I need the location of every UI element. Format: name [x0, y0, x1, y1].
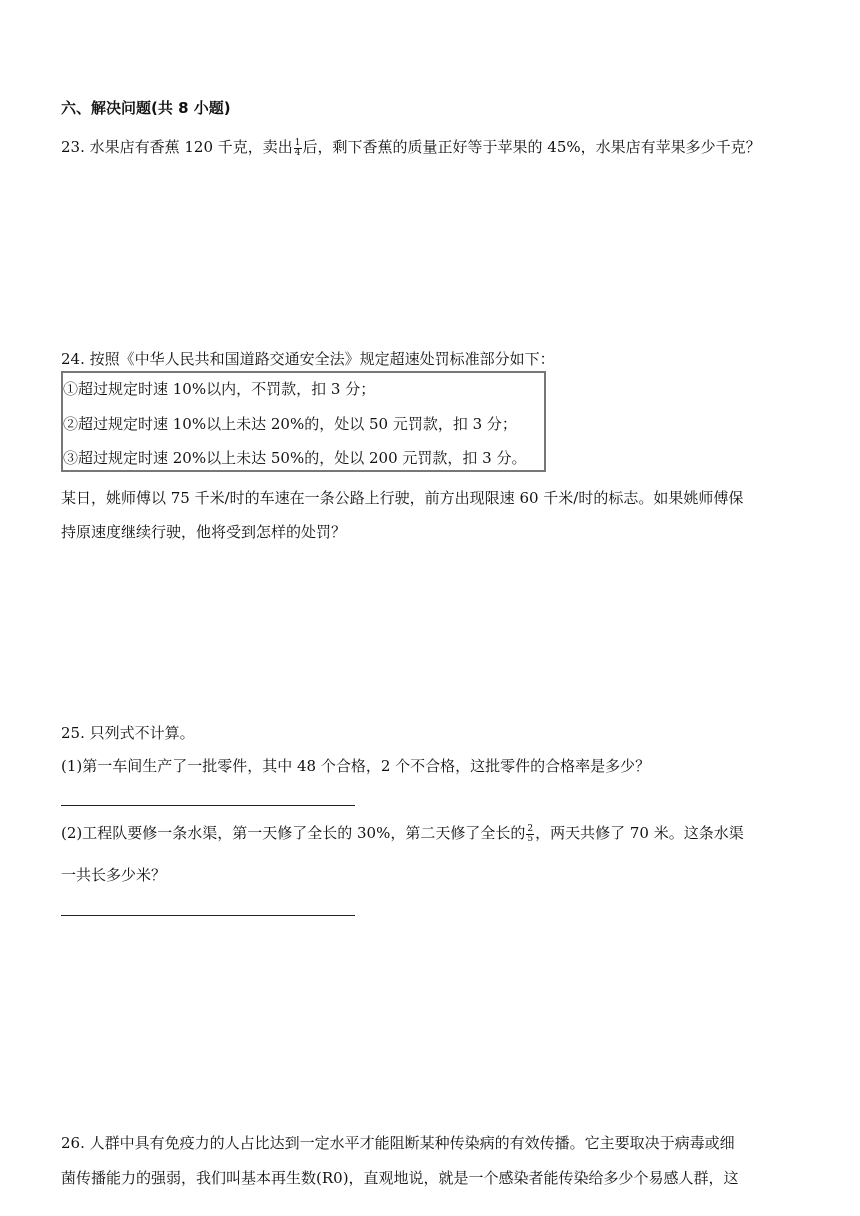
q25-sub2-text-part2: ，两天共修了 70 米。这条水渠: [535, 824, 744, 842]
q25-sub2-text-part1: (2)工程队要修一条水渠，第一天修了全长的 30%，第二天修了全长的: [61, 824, 526, 842]
penalty-rule-3: ③超过规定时速 20%以上未达 50%的，处以 200 元罚款，扣 3 分。: [63, 449, 527, 467]
penalty-rules-box: [61, 371, 546, 472]
section-title: 六、解决问题(共 8 小题): [61, 99, 231, 117]
question-23: [61, 137, 761, 158]
q25-sub2-frac-numerator: 2: [527, 823, 534, 834]
q25-subquestion-2-line-1: [61, 823, 744, 844]
q23-fraction: [294, 139, 302, 158]
q25-answer-line-2: [61, 915, 355, 916]
q25-subquestion-2-line-2: 一共长多少米？: [61, 866, 167, 884]
q26-line-1: 26. 人群中具有免疫力的人占比达到一定水平才能阻断某种传染病的有效传播。它主要取决于病毒或细: [61, 1134, 735, 1152]
q23-text-part1: 23. 水果店有香蕉 120 千克，卖出: [61, 138, 293, 156]
q23-text-part2: 后，剩下香蕉的质量正好等于苹果的 45%，水果店有苹果多少千克？: [302, 138, 761, 156]
q23-frac-numerator: 1: [294, 137, 301, 148]
q23-frac-denominator: 4: [294, 147, 301, 158]
q25-sub2-fraction: [526, 825, 534, 844]
q24-intro: 24. 按照《中华人民共和国道路交通安全法》规定超速处罚标准部分如下：: [61, 350, 555, 368]
q24-body-line-1: 某日，姚师傅以 75 千米/时的车速在一条公路上行驶，前方出现限速 60 千米/时的标志。如果姚师傅保: [61, 489, 744, 507]
q26-line-2: 菌传播能力的强弱，我们叫基本再生数(R0)，直观地说，就是一个感染者能传染给多少个易感人群，这: [61, 1169, 739, 1187]
q24-body-line-2: 持原速度继续行驶，他将受到怎样的处罚？: [61, 523, 347, 541]
q25-sub2-frac-denominator: 5: [527, 833, 534, 844]
q25-subquestion-1: (1)第一车间生产了一批零件，其中 48 个合格，2 个不合格，这批零件的合格率是多少？: [61, 757, 651, 775]
q25-answer-line-1: [61, 805, 355, 806]
q25-title: 25. 只列式不计算。: [61, 724, 195, 742]
penalty-rule-1: ①超过规定时速 10%以内，不罚款，扣 3 分；: [63, 380, 376, 398]
penalty-rule-2: ②超过规定时速 10%以上未达 20%的，处以 50 元罚款，扣 3 分；: [63, 415, 517, 433]
